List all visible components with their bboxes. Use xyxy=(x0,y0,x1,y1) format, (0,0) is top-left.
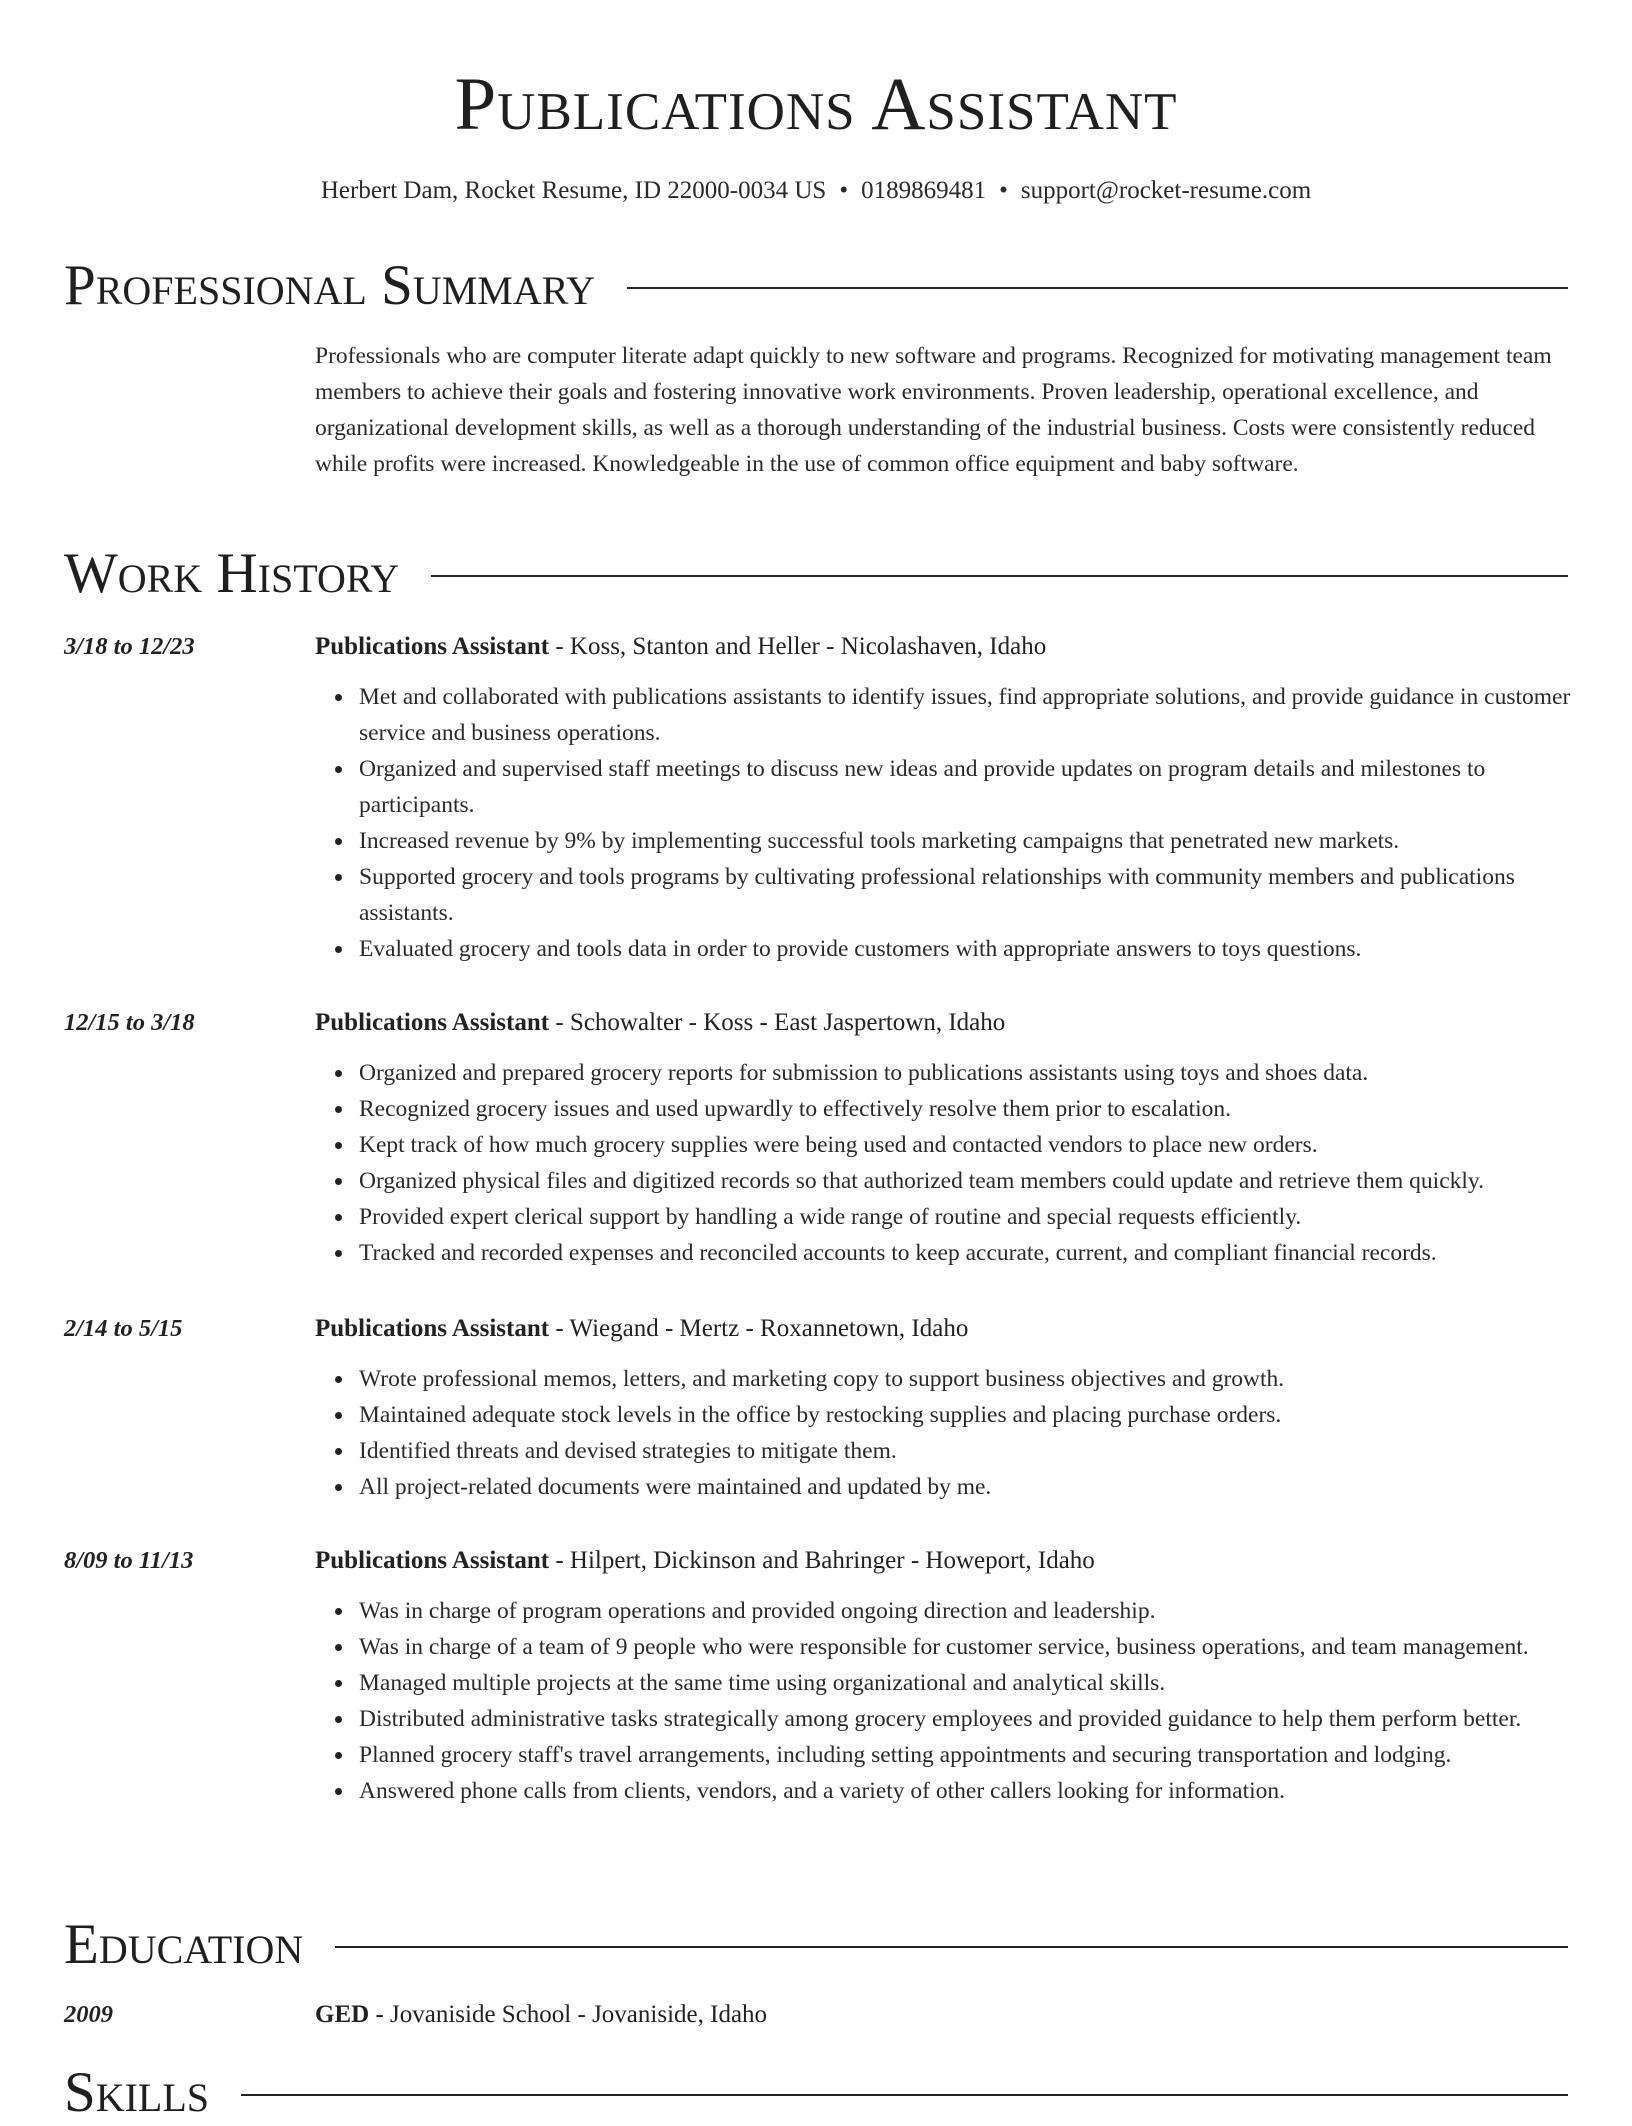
job-bullets xyxy=(359,679,1589,967)
job-title: Publications Assistant xyxy=(315,633,550,660)
job-bullet: Organized and prepared grocery reports for submission to publications assistants using toys and shoes data. xyxy=(359,1055,1589,1091)
job-bullet: Was in charge of a team of 9 people who were responsible for customer service, business operations, and team management. xyxy=(359,1629,1589,1665)
job-bullet: Tracked and recorded expenses and reconciled accounts to keep accurate, current, and compliant financial records. xyxy=(359,1235,1589,1271)
job-bullet: Increased revenue by 9% by implementing successful tools marketing campaigns that penetrated new markets. xyxy=(359,823,1589,859)
section-title-summary: Professional Summary xyxy=(64,254,596,317)
section-divider xyxy=(335,1946,1568,1948)
education-details: - Jovaniside School - Jovaniside, Idaho xyxy=(369,2001,768,2028)
section-header-education xyxy=(64,1912,1568,1978)
job-bullet: Wrote professional memos, letters, and marketing copy to support business objectives and growth. xyxy=(359,1361,1589,1397)
job-details: - Wiegand - Mertz - Roxannetown, Idaho xyxy=(549,1315,969,1342)
contact-address: Herbert Dam, Rocket Resume, ID 22000-0034 US xyxy=(320,177,827,204)
job-bullet: Provided expert clerical support by handling a wide range of routine and special requests efficiently. xyxy=(359,1199,1589,1235)
section-header-skills xyxy=(64,2060,1568,2126)
summary-text: Professionals who are computer literate adapt quickly to new software and programs. Recognized for motivating management team members to achieve their goals and fostering innovative work environments. Proven leadership, operational excellence, and organizational development skills, as well as a thorough understanding of the industrial business. Costs were consistently reduced while profits were increased. Knowledgeable in the use of common office equipment and baby software. xyxy=(315,343,1552,477)
job-dates: 12/15 to 3/18 xyxy=(64,1009,195,1036)
education-year: 2009 xyxy=(64,2001,113,2028)
job-title: Publications Assistant xyxy=(315,1547,550,1574)
section-title-education: Education xyxy=(64,1913,304,1976)
job-bullet: Planned grocery staff's travel arrangements, including setting appointments and securing transportation and lodging. xyxy=(359,1737,1589,1773)
job-heading xyxy=(315,1311,968,1347)
job-bullet: Managed multiple projects at the same time using organizational and analytical skills. xyxy=(359,1665,1589,1701)
job-bullet: Answered phone calls from clients, vendors, and a variety of other callers looking for information. xyxy=(359,1773,1589,1809)
job-details: - Schowalter - Koss - East Jaspertown, Idaho xyxy=(549,1009,1006,1036)
job-dates: 2/14 to 5/15 xyxy=(64,1315,183,1342)
job-details: - Koss, Stanton and Heller - Nicolashaven, Idaho xyxy=(549,633,1047,660)
contact-email: support@rocket-resume.com xyxy=(1020,177,1312,204)
section-title-work: Work History xyxy=(64,542,400,605)
section-header-summary xyxy=(64,253,1568,319)
education-heading xyxy=(315,1997,767,2033)
section-divider xyxy=(627,287,1568,289)
job-bullets xyxy=(359,1593,1589,1809)
job-bullet: Maintained adequate stock levels in the office by restocking supplies and placing purchase orders. xyxy=(359,1397,1589,1433)
job-heading xyxy=(315,1005,1005,1041)
job-bullet: Supported grocery and tools programs by cultivating professional relationships with community members and publications assistants. xyxy=(359,859,1589,931)
section-divider xyxy=(241,2094,1568,2096)
section-title-skills: Skills xyxy=(64,2061,210,2124)
job-details: - Hilpert, Dickinson and Bahringer - Howeport, Idaho xyxy=(549,1547,1095,1574)
education-degree: GED xyxy=(315,2001,370,2028)
job-bullet: All project-related documents were maintained and updated by me. xyxy=(359,1469,1589,1505)
section-divider xyxy=(431,575,1568,577)
job-bullet: Evaluated grocery and tools data in order to provide customers with appropriate answers to toys questions. xyxy=(359,931,1589,967)
job-bullets xyxy=(359,1361,1589,1505)
job-heading xyxy=(315,629,1046,665)
job-bullet: Was in charge of program operations and provided ongoing direction and leadership. xyxy=(359,1593,1589,1629)
job-dates: 8/09 to 11/13 xyxy=(64,1547,194,1574)
job-heading xyxy=(315,1543,1095,1579)
job-bullet: Met and collaborated with publications assistants to identify issues, find appropriate solutions, and provide guidance in customer service and business operations. xyxy=(359,679,1589,751)
job-bullet: Organized physical files and digitized records so that authorized team members could update and retrieve them quickly. xyxy=(359,1163,1589,1199)
candidate-title: Publications Assistant xyxy=(454,63,1178,146)
job-bullet: Identified threats and devised strategies to mitigate them. xyxy=(359,1433,1589,1469)
contact-line xyxy=(0,174,1632,208)
job-bullet: Distributed administrative tasks strategically among grocery employees and provided guidance to help them perform better. xyxy=(359,1701,1589,1737)
job-bullet: Organized and supervised staff meetings to discuss new ideas and provide updates on program details and milestones to participants. xyxy=(359,751,1589,823)
job-bullet: Recognized grocery issues and used upwardly to effectively resolve them prior to escalation. xyxy=(359,1091,1589,1127)
contact-separator: • xyxy=(839,177,849,204)
section-header-work xyxy=(64,541,1568,607)
contact-separator: • xyxy=(999,177,1008,204)
contact-phone: 0189869481 xyxy=(861,177,987,204)
job-title: Publications Assistant xyxy=(315,1315,550,1342)
job-dates: 3/18 to 12/23 xyxy=(64,633,195,660)
job-bullet: Kept track of how much grocery supplies were being used and contacted vendors to place new orders. xyxy=(359,1127,1589,1163)
job-title: Publications Assistant xyxy=(315,1009,550,1036)
job-bullets xyxy=(359,1055,1589,1271)
